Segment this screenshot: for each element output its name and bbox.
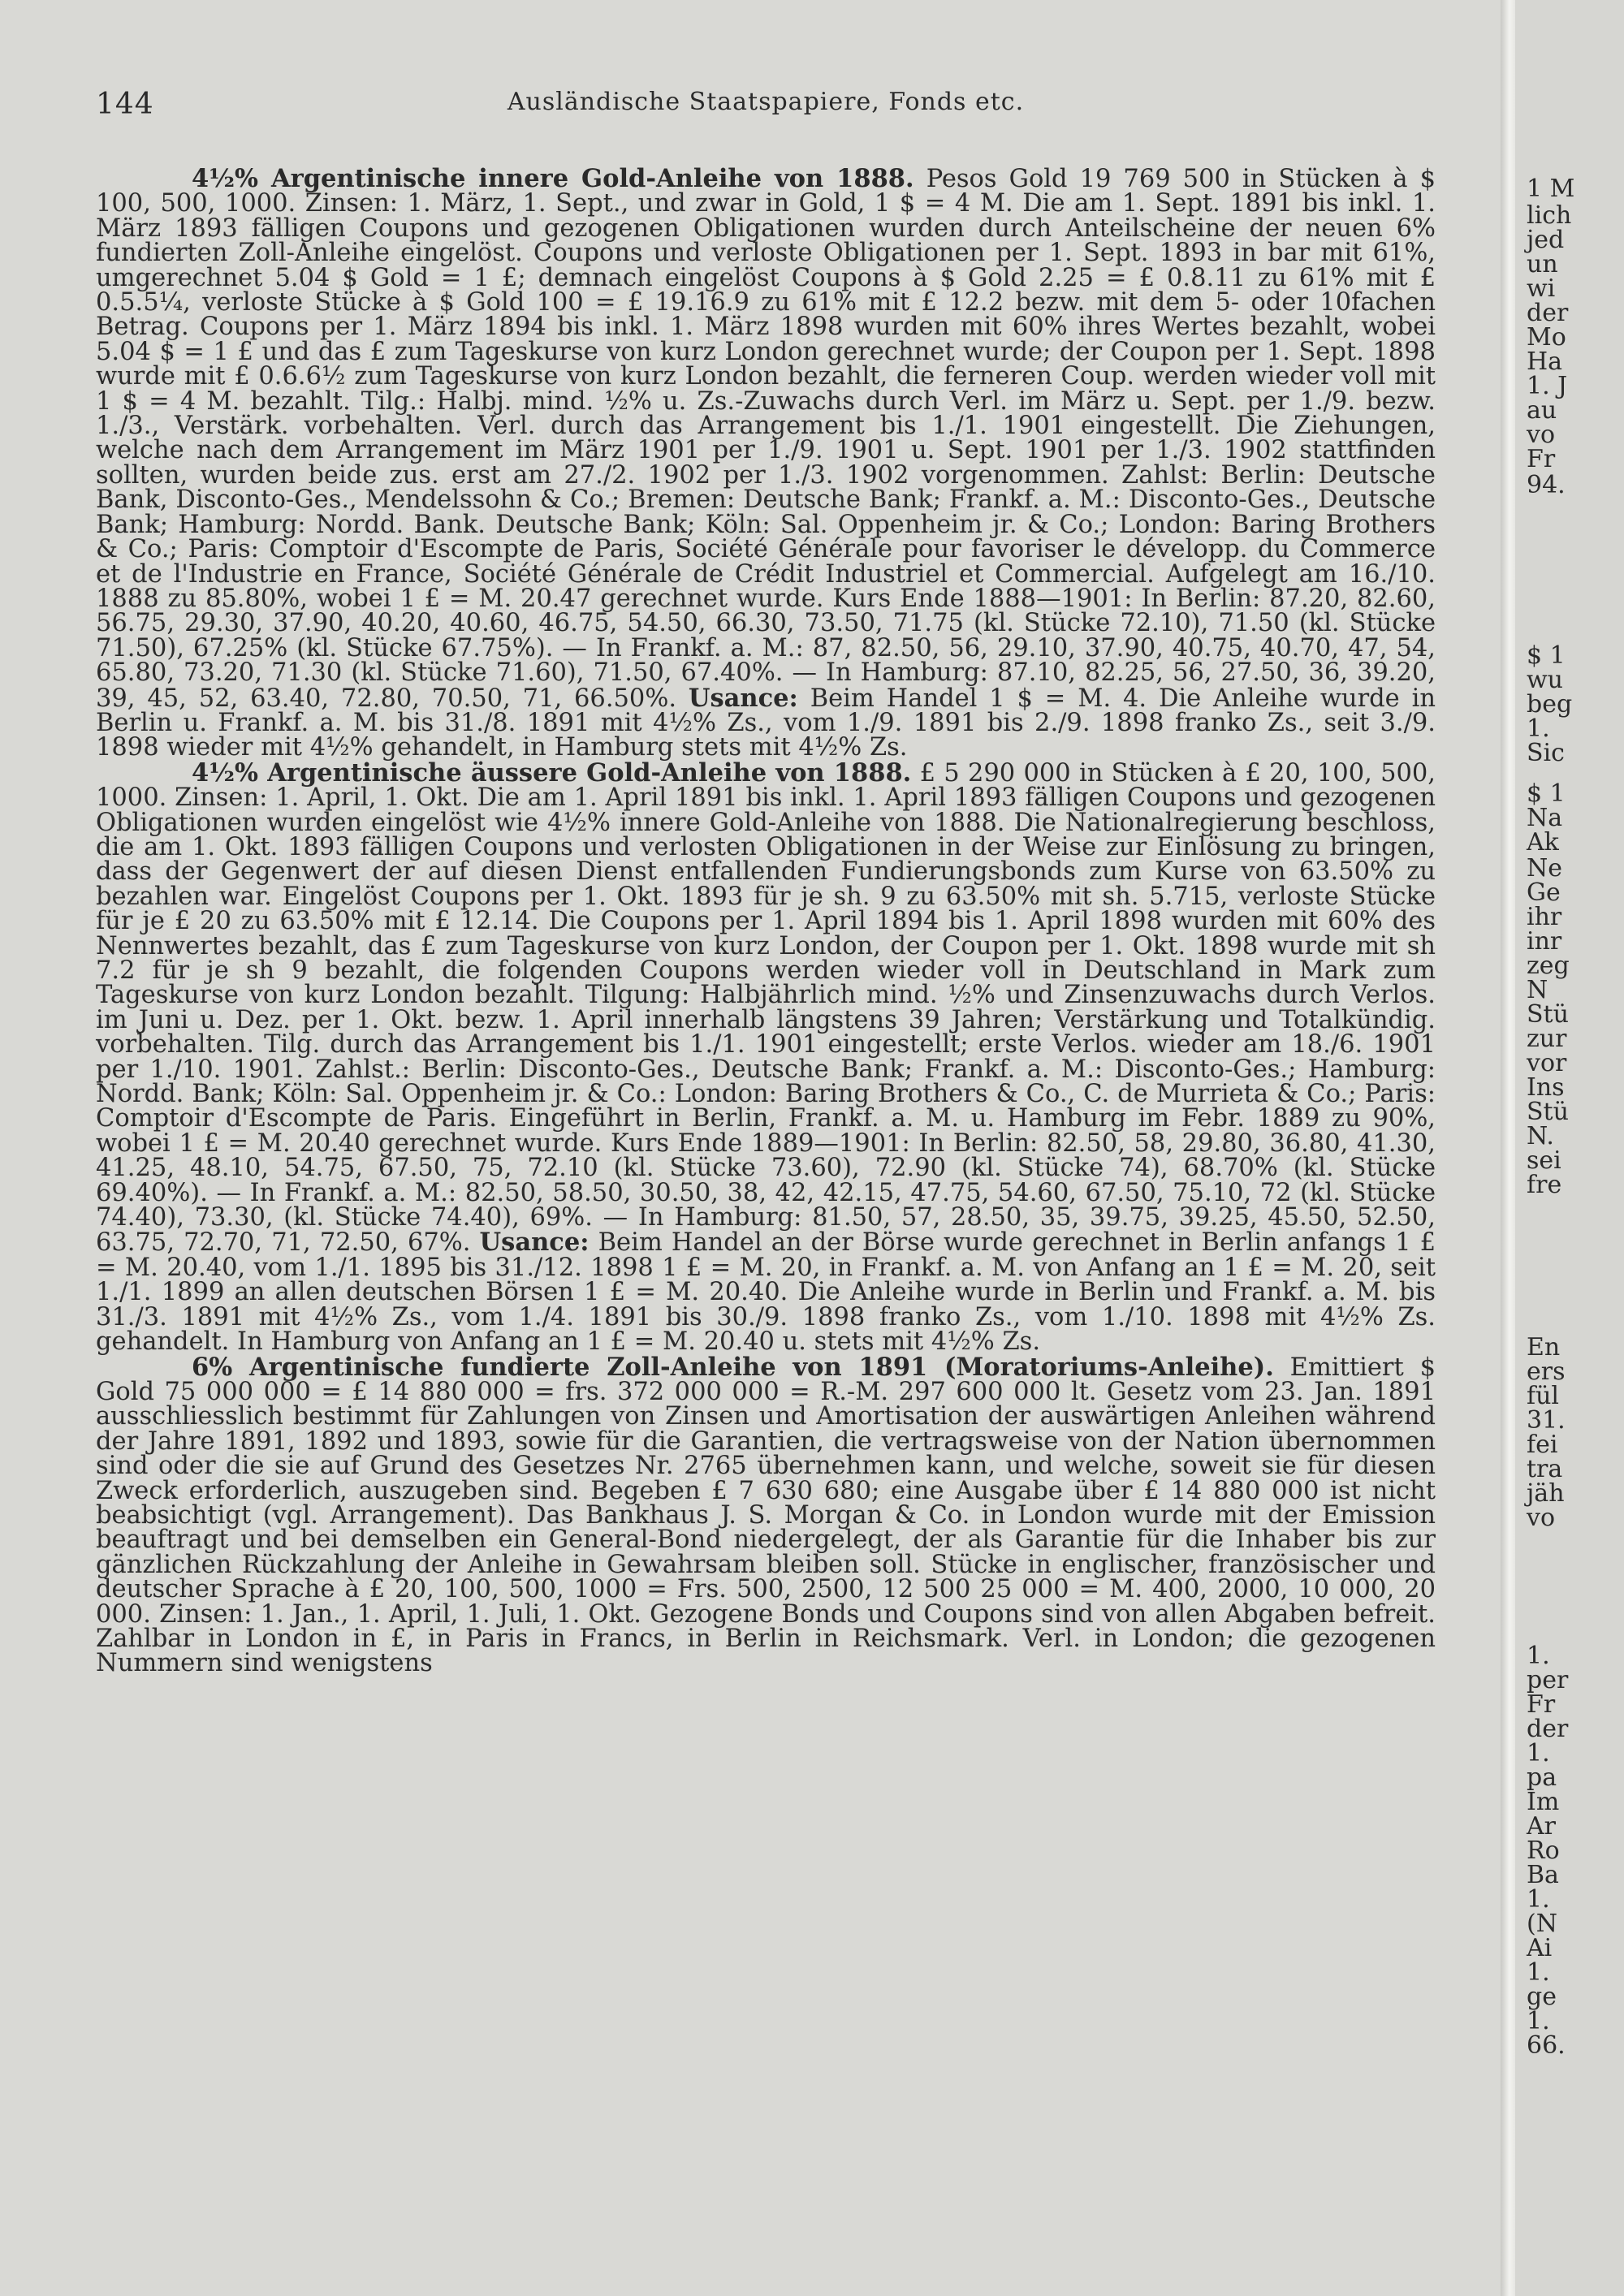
adjacent-page-fragment: 1. (1527, 1885, 1550, 1914)
entry-aeussere-gold-anleihe (96, 757, 1436, 1357)
adjacent-page-fragment: zur (1527, 1025, 1567, 1053)
adjacent-page-fragment: 1. (1527, 1739, 1550, 1767)
adjacent-page-fragment: 66. (1527, 2031, 1566, 2060)
entry-text: Pesos Gold 19 769 500 in Stücken à $ 100, 500, 1000. Zinsen: 1. März, 1. Sept., und zwar in Gold, 1 $ = 4 M. Die am 1. Sept. 1891 bis inkl. 1. März 1893 fälligen Coupons und gezogenen Obligationen wurden durch Anteilscheine der neuen 6% fundierten Zoll-Anleihe eingelöst. Coupons und verloste Obligationen per 1. Sept. 1893 in bar mit 61%, umgerechnet 5.04 $ Gold = 1 £; demnach eingelöst Coupons à $ Gold 2.25 = £ 0.8.11 zu 61% mit £ 0.5.5¼, verloste Stücke à $ Gold 100 = £ 19.16.9 zu 61% mit £ 12.2 bezw. mit dem 5- oder 10fachen Betrag. Coupons per 1. März 1894 bis inkl. 1. März 1898 wurden mit 60% ihres Wertes bezahlt, wobei 5.04 $ = 1 £ und das £ zum Tageskurse von kurz London gerechnet wurde; der Coupon per 1. Sept. 1898 wurde mit £ 0.6.6½ zum Tageskurse von kurz London bezahlt, die ferneren Coup. werden wieder voll mit 1 $ = 4 M. bezahlt. Tilg.: Halbj. mind. ½% u. Zs.-Zuwachs durch Verl. im März u. Sept. per 1./9. bezw. 1./3., Verstärk. vorbehalten. Verl. durch das Arrangement bis 1./1. 1901 eingestellt. Die Ziehungen, welche nach dem Arrangement im März 1901 per 1./9. 1901 u. Sept. 1901 per 1./3. 1902 stattfinden sollten, wurden beide zus. erst am 27./2. 1902 per 1./3. 1902 vorgenommen. Zahlst: Berlin: Deutsche Bank, Disconto-Ges., Mendelssohn & Co.; Bremen: Deutsche Bank; Frankf. a. M.: Disconto-Ges., Deutsche Bank; Hamburg: Nordd. Bank. Deutsche Bank; Köln: Sal. Oppenheim jr. & Co.; London: Baring Brothers & Co.; Paris: Comptoir d'Escompte de Paris, Société Générale pour favoriser le développ. du Commerce et de l'Industrie en France, Société Générale de Crédit Industriel et Commercial. Aufgelegt am 16./10. 1888 zu 85.80%, wobei 1 £ = M. 20.47 gerechnet wurde. Kurs Ende 1888—1901: In Berlin: 87.20, 82.60, 56.75, 29.30, 37.90, 40.20, 40.60, 46.75, 54.50, 66.30, 73.50, 71.75 (kl. Stücke 72.10), 71.50 (kl. Stücke 71.50), 67.25% (kl. Stücke 67.75%). — In Frankf. a. M.: 87, 82.50, 56, 29.10, 37.90, 40.75, 40.70, 47, 54, 65.80, 73.20, 71.30 (kl. Stücke 71.60), 71.50, 67.40%. — In Hamburg: 87.10, 82.25, 56, 27.50, 36, 39.20, 39, 45, 52, 63.40, 72.80, 70.50, 71, 66.50%. (96, 165, 1436, 713)
adjacent-page-fragment: per (1527, 1666, 1569, 1694)
page-number: 144 (96, 88, 154, 121)
adjacent-page-fragment: vor (1527, 1049, 1567, 1077)
adjacent-page-fragment: tra (1527, 1455, 1563, 1483)
adjacent-page-fragment: $ 1 (1527, 779, 1566, 808)
running-head: Ausländische Staatspapiere, Fonds etc. (507, 88, 1025, 116)
adjacent-page-fragment: Ar (1527, 1812, 1557, 1841)
adjacent-page-fragment: 94. (1527, 471, 1566, 499)
adjacent-page-fragment: Fr (1527, 445, 1556, 473)
main-text (96, 166, 1436, 1677)
adjacent-page-fragment: Im (1527, 1788, 1560, 1816)
adjacent-page-fragment: beg (1527, 690, 1573, 719)
adjacent-page-fragment: ers (1527, 1357, 1566, 1386)
adjacent-page-fragment: Ak (1527, 828, 1559, 857)
adjacent-page-fragment: 1. (1527, 714, 1550, 743)
adjacent-page-fragment: 1 M (1527, 175, 1575, 203)
usance-label: Usance: (479, 1228, 590, 1258)
book-gutter (1501, 0, 1515, 2296)
adjacent-page-fragment: Ge (1527, 878, 1561, 907)
adjacent-page-fragment: un (1527, 250, 1558, 278)
adjacent-page-fragment: fei (1527, 1431, 1558, 1459)
entry-title: 6% Argentinische fundierte Zoll-Anleihe von 1891 (Moratoriums-Anleihe). (192, 1352, 1274, 1382)
adjacent-page-fragment: Stü (1527, 1098, 1569, 1126)
adjacent-page-fragment: Ai (1527, 1934, 1553, 1962)
adjacent-page-fragment: Mo (1527, 323, 1566, 352)
adjacent-page-fragment: zeg (1527, 952, 1570, 980)
adjacent-page-fragment: ihr (1527, 903, 1562, 931)
adjacent-page-fragment: lich (1527, 201, 1572, 230)
entry-text: £ 5 290 000 in Stücken à £ 20, 100, 500, 1000. Zinsen: 1. April, 1. Okt. Die am 1. April 1891 bis inkl. 1. April 1893 fälligen Coupons und gezogenen Obligationen wurden eingelöst wie 4½% innere Gold-Anleihe von 1888. Die Nationalregierung beschloss, die am 1. Okt. 1893 fälligen Coupons und verlosten Obligationen in der Weise zur Einlösung zu bringen, dass der Gegenwert der auf diesen Dienst entfallenden Fundierungsbonds zum Kurse von 63.50% zu bezahlen war. Eingelöst Coupons per 1. Okt. 1893 für je sh. 9 zu 63.50% mit sh. 5.715, verloste Stücke für je £ 20 zu 63.50% mit £ 12.14. Die Coupons per 1. April 1894 bis 1. April 1898 wurden mit 60% des Nennwertes bezahlt, das £ zum Tageskurse von kurz London, der Coupon per 1. Okt. 1898 wurde mit sh 7.2 für je sh 9 bezahlt, die folgenden Coupons werden wieder voll in Deutschland in Mark zum Tageskurse von kurz London bezahlt. Tilgung: Halbjährlich mind. ½% und Zinsenzuwachs durch Verlos. im Juni u. Dez. per 1. Okt. bezw. 1. April innerhalb längstens 39 Jahren; Verstärkung und Totalkündig. vorbehalten. Tilg. durch das Arrangement bis 1./1. 1901 eingestellt; erste Verlos. wieder am 18./6. 1901 per 1./10. 1901. Zahlst.: Berlin: Disconto-Ges., Deutsche Bank; Frankf. a. M.: Disconto-Ges.; Hamburg: Nordd. Bank; Köln: Sal. Oppenheim jr. & Co.: London: Baring Brothers & Co., C. de Murrieta & Co.; Paris: Comptoir d'Escompte de Paris. Eingeführt in Berlin, Frankf. a. M. u. Hamburg im Febr. 1889 zu 90%, wobei 1 £ = M. 20.40 gerechnet wurde. Kurs Ende 1889—1901: In Berlin: 82.50, 58, 29.80, 36.80, 41.30, 41.25, 48.10, 54.75, 67.50, 75, 72.10 (kl. Stücke 73.60), 72.90 (kl. Stücke 74), 68.70% (kl. Stücke 69.40%). — In Frankf. a. M.: 82.50, 58.50, 30.50, 38, 42, 42.15, 47.75, 54.60, 67.50, 75.10, 72 (kl. Stücke 74.40), 73.30, (kl. Stücke 74.40), 69%. — In Hamburg: 81.50, 57, 28.50, 35, 39.75, 39.25, 45.50, 52.50, 63.75, 72.70, 71, 72.50, 67%. (96, 758, 1436, 1258)
usance-text: Beim Handel 1 $ = M. 4. Die Anleihe wurde in Berlin u. Frankf. a. M. bis 31./8. 1891 mit 4½% Zs., vom 1./9. 1891 bis 2./9. 1898 franko Zs., seit 3./9. 1898 wieder mit 4½% gehandelt, in Hamburg stets mit 4½% Zs. (96, 684, 1436, 762)
adjacent-page-fragment: Stü (1527, 1000, 1569, 1029)
adjacent-page-fragment: ge (1527, 1983, 1557, 2011)
entry-text: Emittiert $ Gold 75 000 000 = £ 14 880 000 = frs. 372 000 000 = R.-M. 297 600 000 lt. Gesetz vom 23. Jan. 1891 ausschliesslich bestimmt für Zahlungen von Zinsen und Amortisation der auswärtigen Anleihen während der Jahre 1891, 1892 und 1893, sowie für die Garantien, die vertragsweise von der Nation übernommen sind oder die sie auf Grund des Gesetzes Nr. 2765 übernehmen kann, und welche, soweit sie für diesen Zweck erforderlich, auszugeben sind. Begeben £ 7 630 680; eine Ausgabe über £ 14 880 000 ist nicht beabsichtigt (vgl. Arrangement). Das Bankhaus J. S. Morgan & Co. in London wurde mit der Emission beauftragt und bei demselben ein General-Bond niedergelegt, der als Garantie für die Inhaber bis zur gänzlichen Rückzahlung der Anleihe in Gewahrsam bleiben soll. Stücke in englischer, französischer und deutscher Sprache à £ 20, 100, 500, 1000 = Frs. 500, 2500, 12 500 25 000 = M. 400, 2000, 10 000, 20 000. Zinsen: 1. Jan., 1. April, 1. Juli, 1. Okt. Gezogene Bonds und Coupons sind von allen Abgaben befreit. Zahlbar in London in £, in Paris in Francs, in Berlin in Reichsmark. Verl. in London; die gezogenen Nummern sind wenigstens (96, 1353, 1436, 1678)
entry-title: 4½% Argentinische innere Gold-Anleihe von 1888. (192, 164, 914, 193)
usance-text: Beim Handel an der Börse wurde gerechnet in Berlin anfangs 1 £ = M. 20.40, vom 1./1. 1895 bis 31./12. 1898 1 £ = M. 20, in Frankf. a. M. von Anfang an 1 £ = M. 20, seit 1./1. 1899 an allen deutschen Börsen 1 £ = M. 20.40. Die Anleihe wurde in Berlin und Frankf. a. M. bis 31./3. 1891 mit 4½% Zs., vom 1./4. 1891 bis 30./9. 1898 franko Zs., vom 1./10. 1898 mit 4½% Zs. gehandelt. In Hamburg von Anfang an 1 £ = M. 20.40 u. stets mit 4½% Zs. (96, 1228, 1436, 1357)
adjacent-page-fragment: (N (1527, 1910, 1557, 1938)
adjacent-page-fragment: pa (1527, 1763, 1557, 1792)
adjacent-page-edge (1515, 0, 1624, 2296)
adjacent-page-fragment: Na (1527, 804, 1563, 832)
entry-title: 4½% Argentinische äussere Gold-Anleihe von 1888. (192, 757, 912, 788)
adjacent-page-fragment: fül (1527, 1382, 1560, 1410)
adjacent-page-fragment: Ne (1527, 854, 1563, 883)
adjacent-page-fragment: inr (1527, 927, 1562, 956)
adjacent-page-fragment: N. (1527, 1122, 1554, 1150)
entry-innere-gold-anleihe (96, 166, 1436, 761)
adjacent-page-fragment: Fr (1527, 1690, 1556, 1719)
adjacent-page-fragment: jed (1527, 226, 1565, 254)
adjacent-page-fragment: 1. J (1527, 372, 1568, 400)
adjacent-page-fragment: N (1527, 976, 1548, 1004)
adjacent-page-fragment: jäh (1527, 1479, 1565, 1508)
adjacent-page-fragment: Ba (1527, 1861, 1559, 1889)
adjacent-page-fragment: 1. (1527, 2007, 1550, 2035)
adjacent-page-fragment: wi (1527, 274, 1556, 303)
entry-zoll-anleihe (96, 1352, 1436, 1678)
adjacent-page-fragment: wu (1527, 666, 1563, 694)
adjacent-page-fragment: 1. (1527, 1958, 1550, 1987)
adjacent-page-fragment: der (1527, 1715, 1569, 1743)
adjacent-page-fragment: $ 1 (1527, 641, 1566, 670)
adjacent-page-fragment: der (1527, 299, 1569, 327)
adjacent-page-fragment: Ins (1527, 1073, 1565, 1102)
adjacent-page-fragment: En (1527, 1333, 1561, 1362)
adjacent-page-fragment: Ro (1527, 1836, 1560, 1865)
adjacent-page-fragment: sei (1527, 1146, 1561, 1175)
adjacent-page-fragment: Ha (1527, 347, 1563, 376)
adjacent-page-fragment: au (1527, 396, 1557, 425)
adjacent-page-fragment: vo (1527, 421, 1556, 449)
adjacent-page-fragment: 1. (1527, 1642, 1550, 1670)
page-header (96, 88, 1436, 128)
usance-label: Usance: (688, 683, 798, 713)
adjacent-page-fragment: vo (1527, 1504, 1556, 1532)
adjacent-page-fragment: fre (1527, 1171, 1562, 1199)
adjacent-page-fragment: Sic (1527, 739, 1565, 767)
adjacent-page-fragment: 31. (1527, 1406, 1566, 1435)
